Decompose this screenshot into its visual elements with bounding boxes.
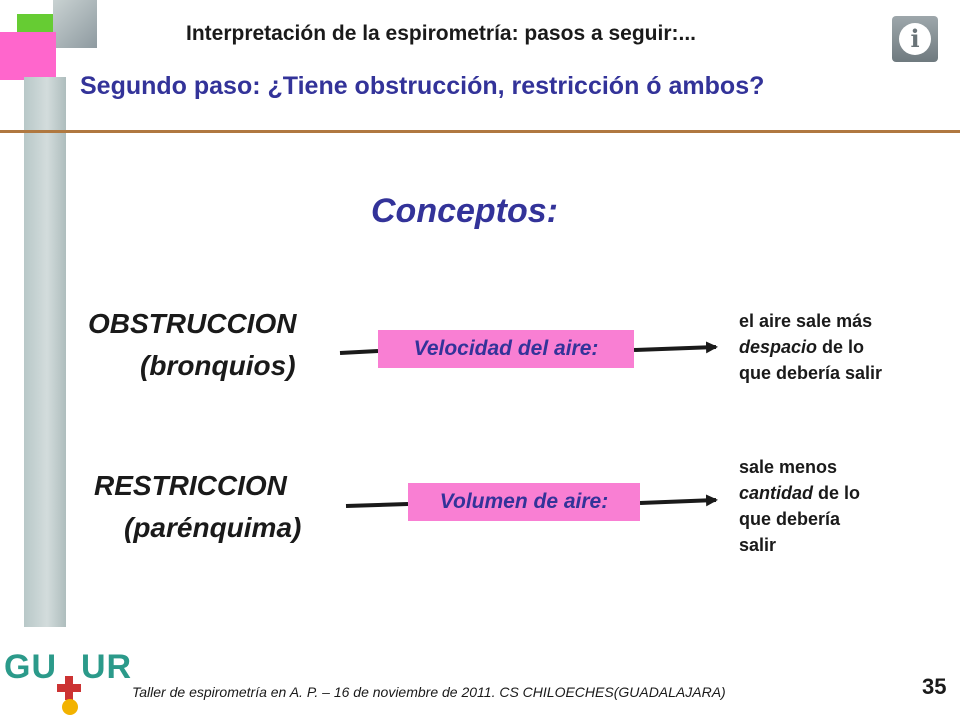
term-obstruccion: OBSTRUCCION [88,308,297,339]
arrow-2 [640,500,716,503]
term-obstruccion-sub: (bronquios) [140,350,296,381]
desc-obstruccion-line-3: que debería salir [739,363,883,383]
pill-velocidad: Velocidad del aire: [378,330,634,368]
arrow-1 [634,347,716,350]
desc-restriccion-line-4: salir [739,535,777,555]
connector-line-1 [340,351,378,353]
desc-obstruccion-line-2-rest: de lo [817,337,865,357]
desc-restriccion-line-3: que debería [739,509,841,529]
desc-restriccion-line-2 [739,480,860,506]
desc-obstruccion-line-1: el aire sale más [739,311,873,331]
gusur-logo [4,648,132,687]
slide-subtitle: Segundo paso: ¿Tiene obstrucción, restricción ó ambos? [80,72,765,100]
desc-obstruccion-emphasis: despacio [739,337,818,357]
concepts-heading: Conceptos: [371,192,558,230]
logo-text-left: GU [4,648,57,686]
info-icon: i [899,23,931,55]
desc-restriccion [739,454,860,558]
desc-obstruccion-line-2 [739,334,882,360]
desc-restriccion-line-1: sale menos [739,457,838,477]
logo-text-right: UR [81,648,133,686]
desc-obstruccion [739,308,882,386]
desc-restriccion-line-2-rest: de lo [813,483,861,503]
pill-volumen: Volumen de aire: [408,483,640,521]
footer-text: Taller de espirometría en A. P. – 16 de noviembre de 2011. CS CHILOECHES(GUADALAJARA) [132,684,726,700]
connector-line-2 [346,504,408,506]
page-number: 35 [922,674,947,699]
term-restriccion: RESTRICCION [94,470,287,501]
desc-restriccion-emphasis: cantidad [739,483,814,503]
term-restriccion-sub: (parénquima) [124,512,302,543]
slide-title: Interpretación de la espirometría: pasos a seguir:... [186,22,696,45]
